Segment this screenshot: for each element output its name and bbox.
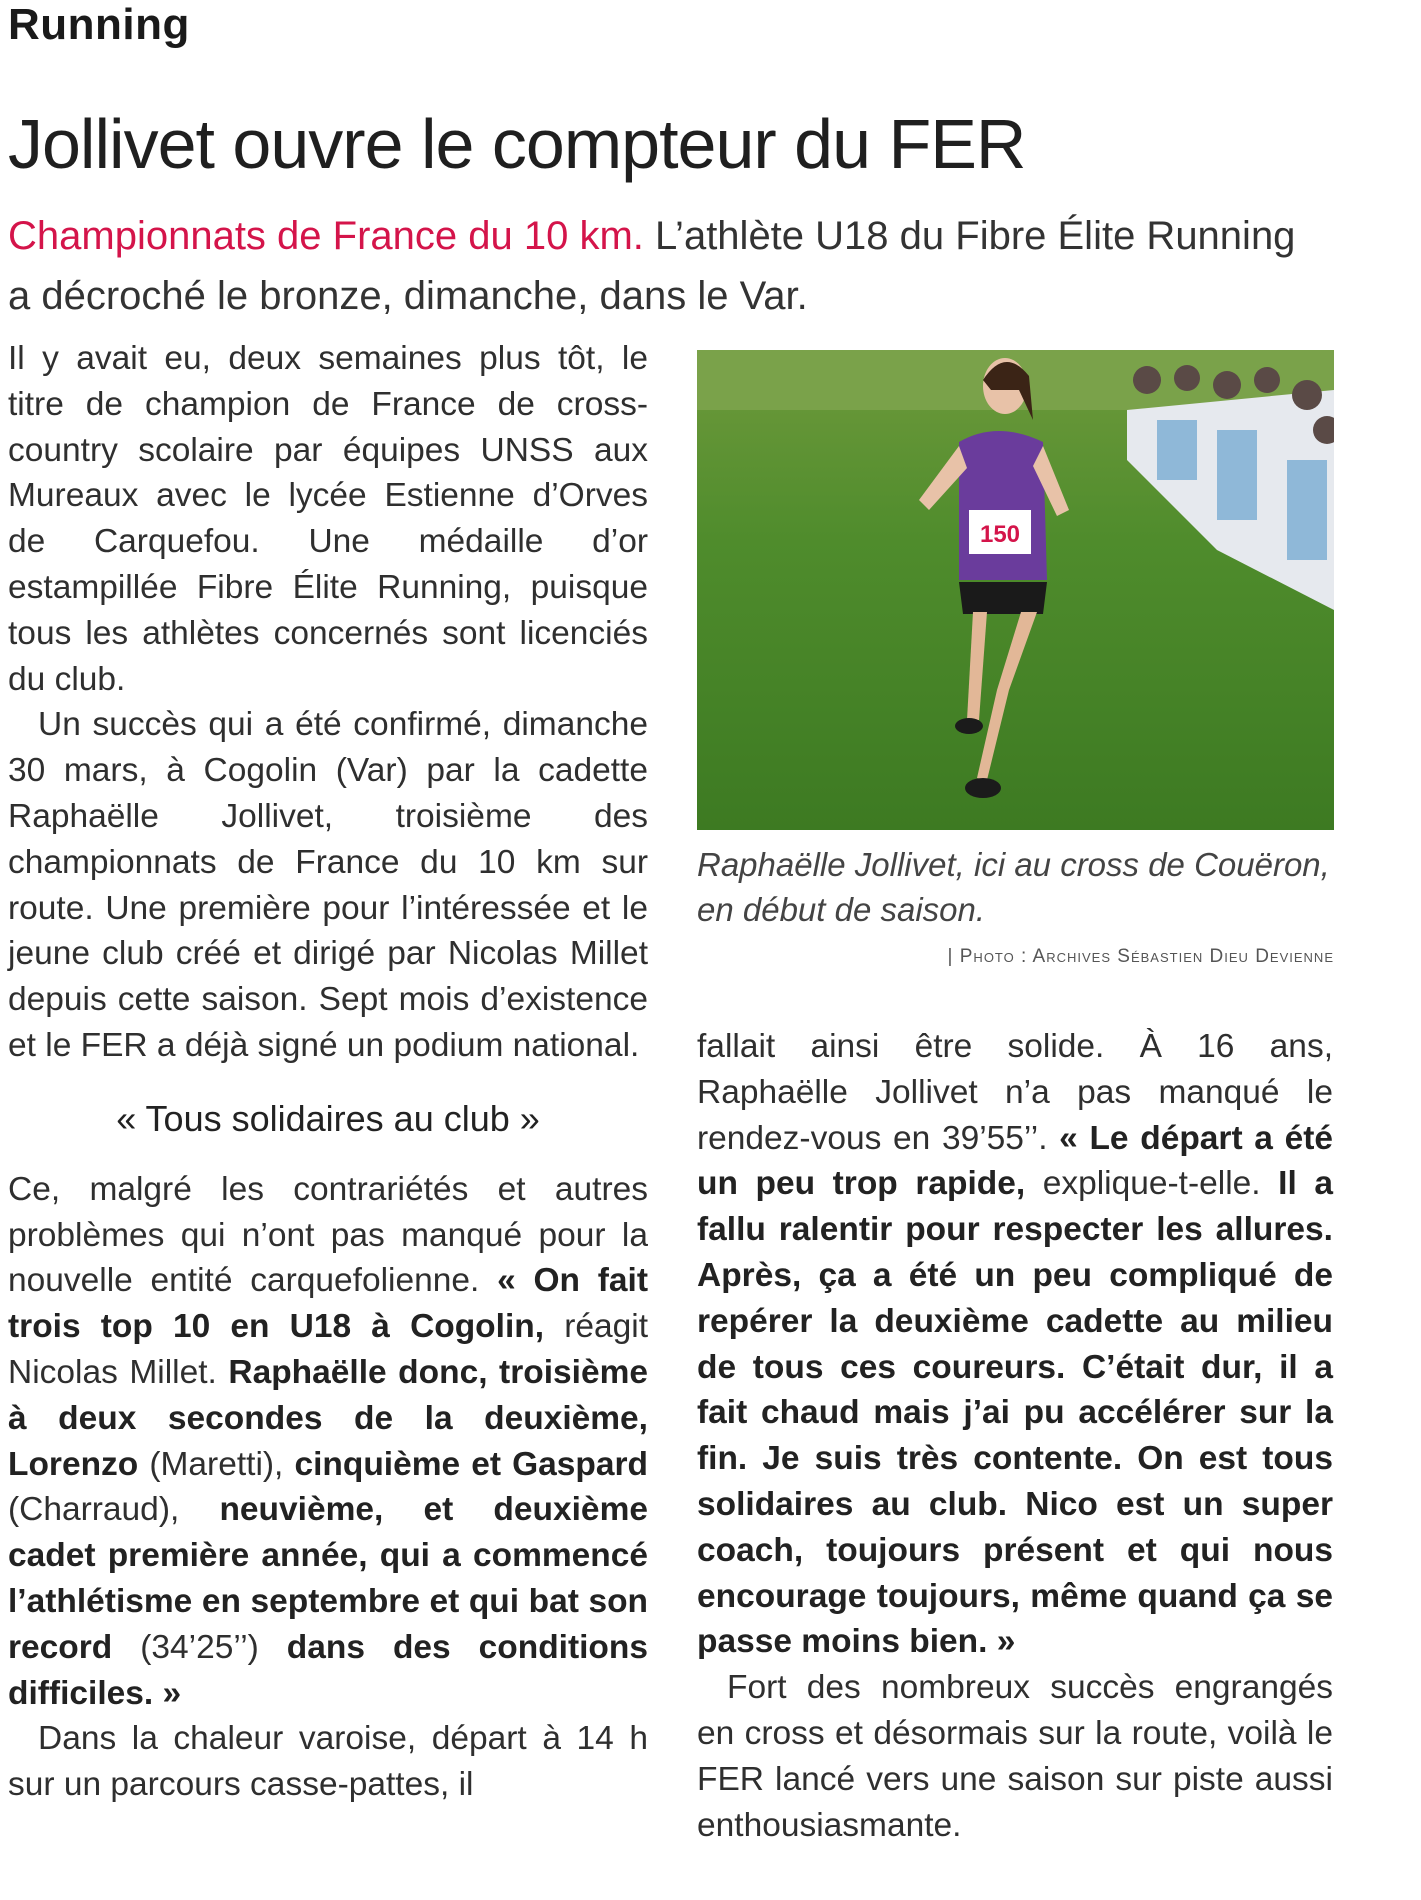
paragraph-6: Fort des nombreux succès engrangés en cross et désormais sur la route, voilà le FER lancé vers une saison sur piste aussi enthousiasmante. [697, 1669, 1333, 1844]
p3-text: (34’25’’) [112, 1628, 287, 1666]
paragraph-5 [697, 1024, 1333, 1665]
intertitle: « Tous solidaires au club » [116, 1097, 540, 1139]
paragraph-4: Dans la chaleur varoise, départ à 14 h sur un parcours casse-pattes, il [8, 1720, 648, 1804]
p3-text: réagit Nicolas Millet. [8, 1308, 649, 1391]
p3-text: Ce, malgré les contrariétés et autres problèmes qui n’ont pas manqué pour la nouvelle entité carquefolienne. [8, 1170, 648, 1300]
p3-quote: dans des conditions difficiles. » [8, 1628, 648, 1712]
paragraph-3 [8, 1167, 648, 1717]
section-rubric: Running [8, 0, 190, 49]
p5-text: explique-t-elle. [1025, 1165, 1279, 1203]
paragraph-2: Un succès qui a été confirmé, dimanche 30 mars, à Cogolin (Var) par la cadette Raphaëlle Jollivet, troisième des championnats de France du 10 km sur route. Une première pour l’intéressée et le jeune club créé et dirigé par Nicolas Millet depuis cette saison. Sept mois d’existence et le FER a déjà signé un podium national. [8, 706, 648, 1064]
article-column-left [8, 336, 648, 1808]
p3-text: (Maretti), [138, 1445, 295, 1483]
p3-text: (Charraud), [8, 1491, 220, 1529]
lead-text: L’athlète U18 du Fibre Élite Running a décroché le bronze, dimanche, dans le Var. [8, 214, 1296, 318]
article-column-right [697, 1024, 1333, 1848]
p3-quote: cinquième et Gaspard [294, 1445, 648, 1483]
runner-photo-illustration [697, 350, 1334, 830]
p3-quote: « On fait trois top 10 en U18 à Cogolin, [8, 1262, 648, 1346]
p5-text: fallait ainsi être solide. À 16 ans, Raphaëlle Jollivet n’a pas manqué le rendez-vous en 39’55’’. [697, 1028, 1333, 1157]
p3-quote: Raphaëlle donc, troisième à deux secondes de la deuxième, Lorenzo [8, 1353, 648, 1483]
p5-quote: Il a fallu ralentir pour respecter les allures. Après, ça a été un peu compliqué de repérer la deuxième cadette au milieu de tous ces coureurs. C’était dur, il a fait chaud mais j’ai pu accélérer sur la fin. Je suis très contente. On est tous solidaires au club. Nico est un super coach, toujours présent et qui nous encourage toujours, même quand ça se passe moins bien. » [697, 1165, 1333, 1661]
p5-quote: « Le départ a été un peu trop rapide, [697, 1119, 1333, 1203]
bib-number: 150 [979, 521, 1021, 548]
photo-caption: Raphaëlle Jollivet, ici au cross de Couëron, en début de saison. [697, 846, 1330, 928]
article-headline: Jollivet ouvre le compteur du FER [8, 105, 1026, 183]
article-lead [8, 206, 1308, 326]
photo-credit: | Photo : Archives Sébastien Dieu Devienne [947, 946, 1334, 967]
lead-kicker: Championnats de France du 10 km. [8, 214, 644, 258]
paragraph-1: Il y avait eu, deux semaines plus tôt, le titre de champion de France de cross-country scolaire par équipes UNSS aux Mureaux avec le lycée Estienne d’Orves de Carquefou. Une médaille d’or estampillée Fibre Élite Running, puisque tous les athlètes concernés sont licenciés du club. [8, 340, 648, 698]
p3-quote: neuvième, et deuxième cadet première année, qui a commencé l’athlétisme en septembre et qui bat son record [8, 1491, 648, 1666]
article-photo [697, 350, 1334, 830]
